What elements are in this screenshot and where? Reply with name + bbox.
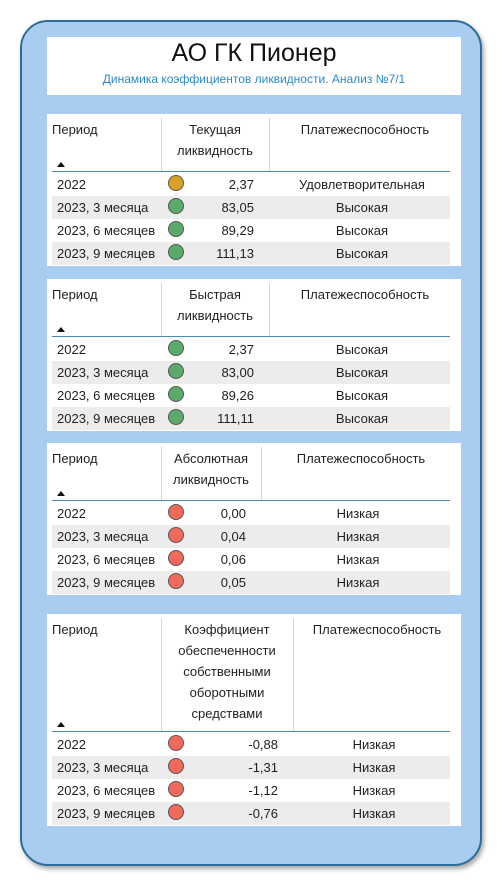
- value-cell: 89,29: [221, 223, 254, 238]
- table-working-capital-ratio: [47, 614, 461, 826]
- column-divider: [261, 447, 262, 500]
- sort-ascending-icon[interactable]: [57, 162, 65, 167]
- green-circle-icon: [168, 409, 184, 425]
- column-divider: [269, 283, 270, 336]
- column-divider: [293, 618, 294, 731]
- period-cell: 2023, 3 месяца: [57, 200, 149, 215]
- status-cell: Низкая: [336, 552, 380, 567]
- red-circle-icon: [168, 781, 184, 797]
- status-cell: Высокая: [335, 365, 389, 380]
- sort-ascending-icon[interactable]: [57, 722, 65, 727]
- column-header-period[interactable]: Период: [52, 287, 98, 302]
- column-divider: [161, 118, 162, 171]
- status-cell: Высокая: [335, 246, 389, 261]
- table-row[interactable]: [52, 733, 450, 756]
- value-cell: -1,31: [248, 760, 278, 775]
- table-header: [47, 614, 461, 731]
- header-underline: [52, 500, 450, 501]
- green-circle-icon: [168, 386, 184, 402]
- column-divider: [161, 283, 162, 336]
- column-header-period[interactable]: Период: [52, 622, 98, 637]
- table-quick-liquidity: [47, 279, 461, 431]
- status-cell: Высокая: [335, 223, 389, 238]
- status-cell: Высокая: [335, 388, 389, 403]
- table-row[interactable]: [52, 242, 450, 265]
- sort-ascending-icon[interactable]: [57, 491, 65, 496]
- period-cell: 2023, 6 месяцев: [57, 388, 156, 403]
- header-underline: [52, 336, 450, 337]
- status-cell: Высокая: [335, 342, 389, 357]
- table-row[interactable]: [52, 173, 450, 196]
- column-header-solvency[interactable]: Платежеспособность: [312, 622, 442, 637]
- value-cell: 2,37: [228, 177, 254, 192]
- period-cell: 2023, 6 месяцев: [57, 783, 156, 798]
- table-row[interactable]: [52, 384, 450, 407]
- column-header-solvency[interactable]: Платежеспособность: [300, 287, 430, 302]
- status-cell: Низкая: [352, 783, 396, 798]
- value-cell: 83,00: [221, 365, 254, 380]
- table-absolute-liquidity: [47, 443, 461, 595]
- value-cell: 0,04: [220, 529, 246, 544]
- period-cell: 2023, 3 месяца: [57, 760, 149, 775]
- column-divider: [161, 447, 162, 500]
- table-row[interactable]: [52, 219, 450, 242]
- table-header: [47, 114, 461, 171]
- table-row[interactable]: [52, 571, 450, 594]
- value-cell: 0,00: [220, 506, 246, 521]
- status-cell: Низкая: [336, 506, 380, 521]
- table-header: [47, 279, 461, 336]
- value-cell: 2,37: [228, 342, 254, 357]
- table-row[interactable]: [52, 502, 450, 525]
- status-cell: Низкая: [352, 806, 396, 821]
- status-cell: Высокая: [335, 200, 389, 215]
- yellow-circle-icon: [168, 175, 184, 191]
- table-row[interactable]: [52, 407, 450, 430]
- status-cell: Низкая: [352, 737, 396, 752]
- status-cell: Высокая: [335, 411, 389, 426]
- red-circle-icon: [168, 573, 184, 589]
- red-circle-icon: [168, 804, 184, 820]
- green-circle-icon: [168, 340, 184, 356]
- period-cell: 2022: [57, 177, 86, 192]
- value-cell: -0,88: [248, 737, 278, 752]
- period-cell: 2022: [57, 737, 86, 752]
- column-header-period[interactable]: Период: [52, 122, 98, 137]
- report-header: [47, 37, 461, 95]
- table-row[interactable]: [52, 756, 450, 779]
- red-circle-icon: [168, 504, 184, 520]
- green-circle-icon: [168, 198, 184, 214]
- value-cell: 111,11: [217, 411, 254, 426]
- period-cell: 2023, 3 месяца: [57, 529, 149, 544]
- table-row[interactable]: [52, 196, 450, 219]
- green-circle-icon: [168, 244, 184, 260]
- status-cell: Низкая: [336, 529, 380, 544]
- status-cell: Низкая: [352, 760, 396, 775]
- green-circle-icon: [168, 221, 184, 237]
- sort-ascending-icon[interactable]: [57, 327, 65, 332]
- red-circle-icon: [168, 735, 184, 751]
- period-cell: 2022: [57, 506, 86, 521]
- column-header-current-liquidity[interactable]: Текущая ликвидность: [177, 122, 253, 158]
- period-cell: 2023, 6 месяцев: [57, 223, 156, 238]
- status-cell: Удовлетворительная: [299, 177, 425, 192]
- period-cell: 2023, 9 месяцев: [57, 806, 156, 821]
- table-row[interactable]: [52, 338, 450, 361]
- column-header-absolute-liquidity[interactable]: Абсолютная ликвидность: [173, 451, 249, 487]
- green-circle-icon: [168, 363, 184, 379]
- value-cell: 0,05: [220, 575, 246, 590]
- value-cell: -0,76: [248, 806, 278, 821]
- red-circle-icon: [168, 758, 184, 774]
- table-row[interactable]: [52, 779, 450, 802]
- table-row[interactable]: [52, 548, 450, 571]
- value-cell: 83,05: [221, 200, 254, 215]
- table-row[interactable]: [52, 525, 450, 548]
- header-underline: [52, 171, 450, 172]
- column-header-solvency[interactable]: Платежеспособность: [296, 451, 426, 466]
- period-cell: 2023, 9 месяцев: [57, 575, 156, 590]
- red-circle-icon: [168, 527, 184, 543]
- column-header-period[interactable]: Период: [52, 451, 98, 466]
- column-header-quick-liquidity[interactable]: Быстрая ликвидность: [177, 287, 253, 323]
- period-cell: 2023, 9 месяцев: [57, 246, 156, 261]
- period-cell: 2023, 3 месяца: [57, 365, 149, 380]
- column-divider: [269, 118, 270, 171]
- table-current-liquidity: [47, 114, 461, 266]
- red-circle-icon: [168, 550, 184, 566]
- value-cell: 111,13: [216, 246, 254, 261]
- value-cell: 89,26: [221, 388, 254, 403]
- page-title: АО ГК Пионер: [171, 39, 337, 67]
- period-cell: 2023, 6 месяцев: [57, 552, 156, 567]
- table-row[interactable]: [52, 361, 450, 384]
- column-header-solvency[interactable]: Платежеспособность: [300, 122, 430, 137]
- header-underline: [52, 731, 450, 732]
- column-divider: [161, 618, 162, 731]
- page-subtitle: Динамика коэффициентов ликвидности. Анализ №7/1: [102, 72, 406, 86]
- value-cell: 0,06: [220, 552, 246, 567]
- status-cell: Низкая: [336, 575, 380, 590]
- table-row[interactable]: [52, 802, 450, 825]
- column-header-working-capital-ratio[interactable]: Коэффициент обеспеченности собственными оборотными средствами: [178, 622, 276, 721]
- value-cell: -1,12: [248, 783, 278, 798]
- period-cell: 2022: [57, 342, 86, 357]
- table-header: [47, 443, 461, 500]
- period-cell: 2023, 9 месяцев: [57, 411, 156, 426]
